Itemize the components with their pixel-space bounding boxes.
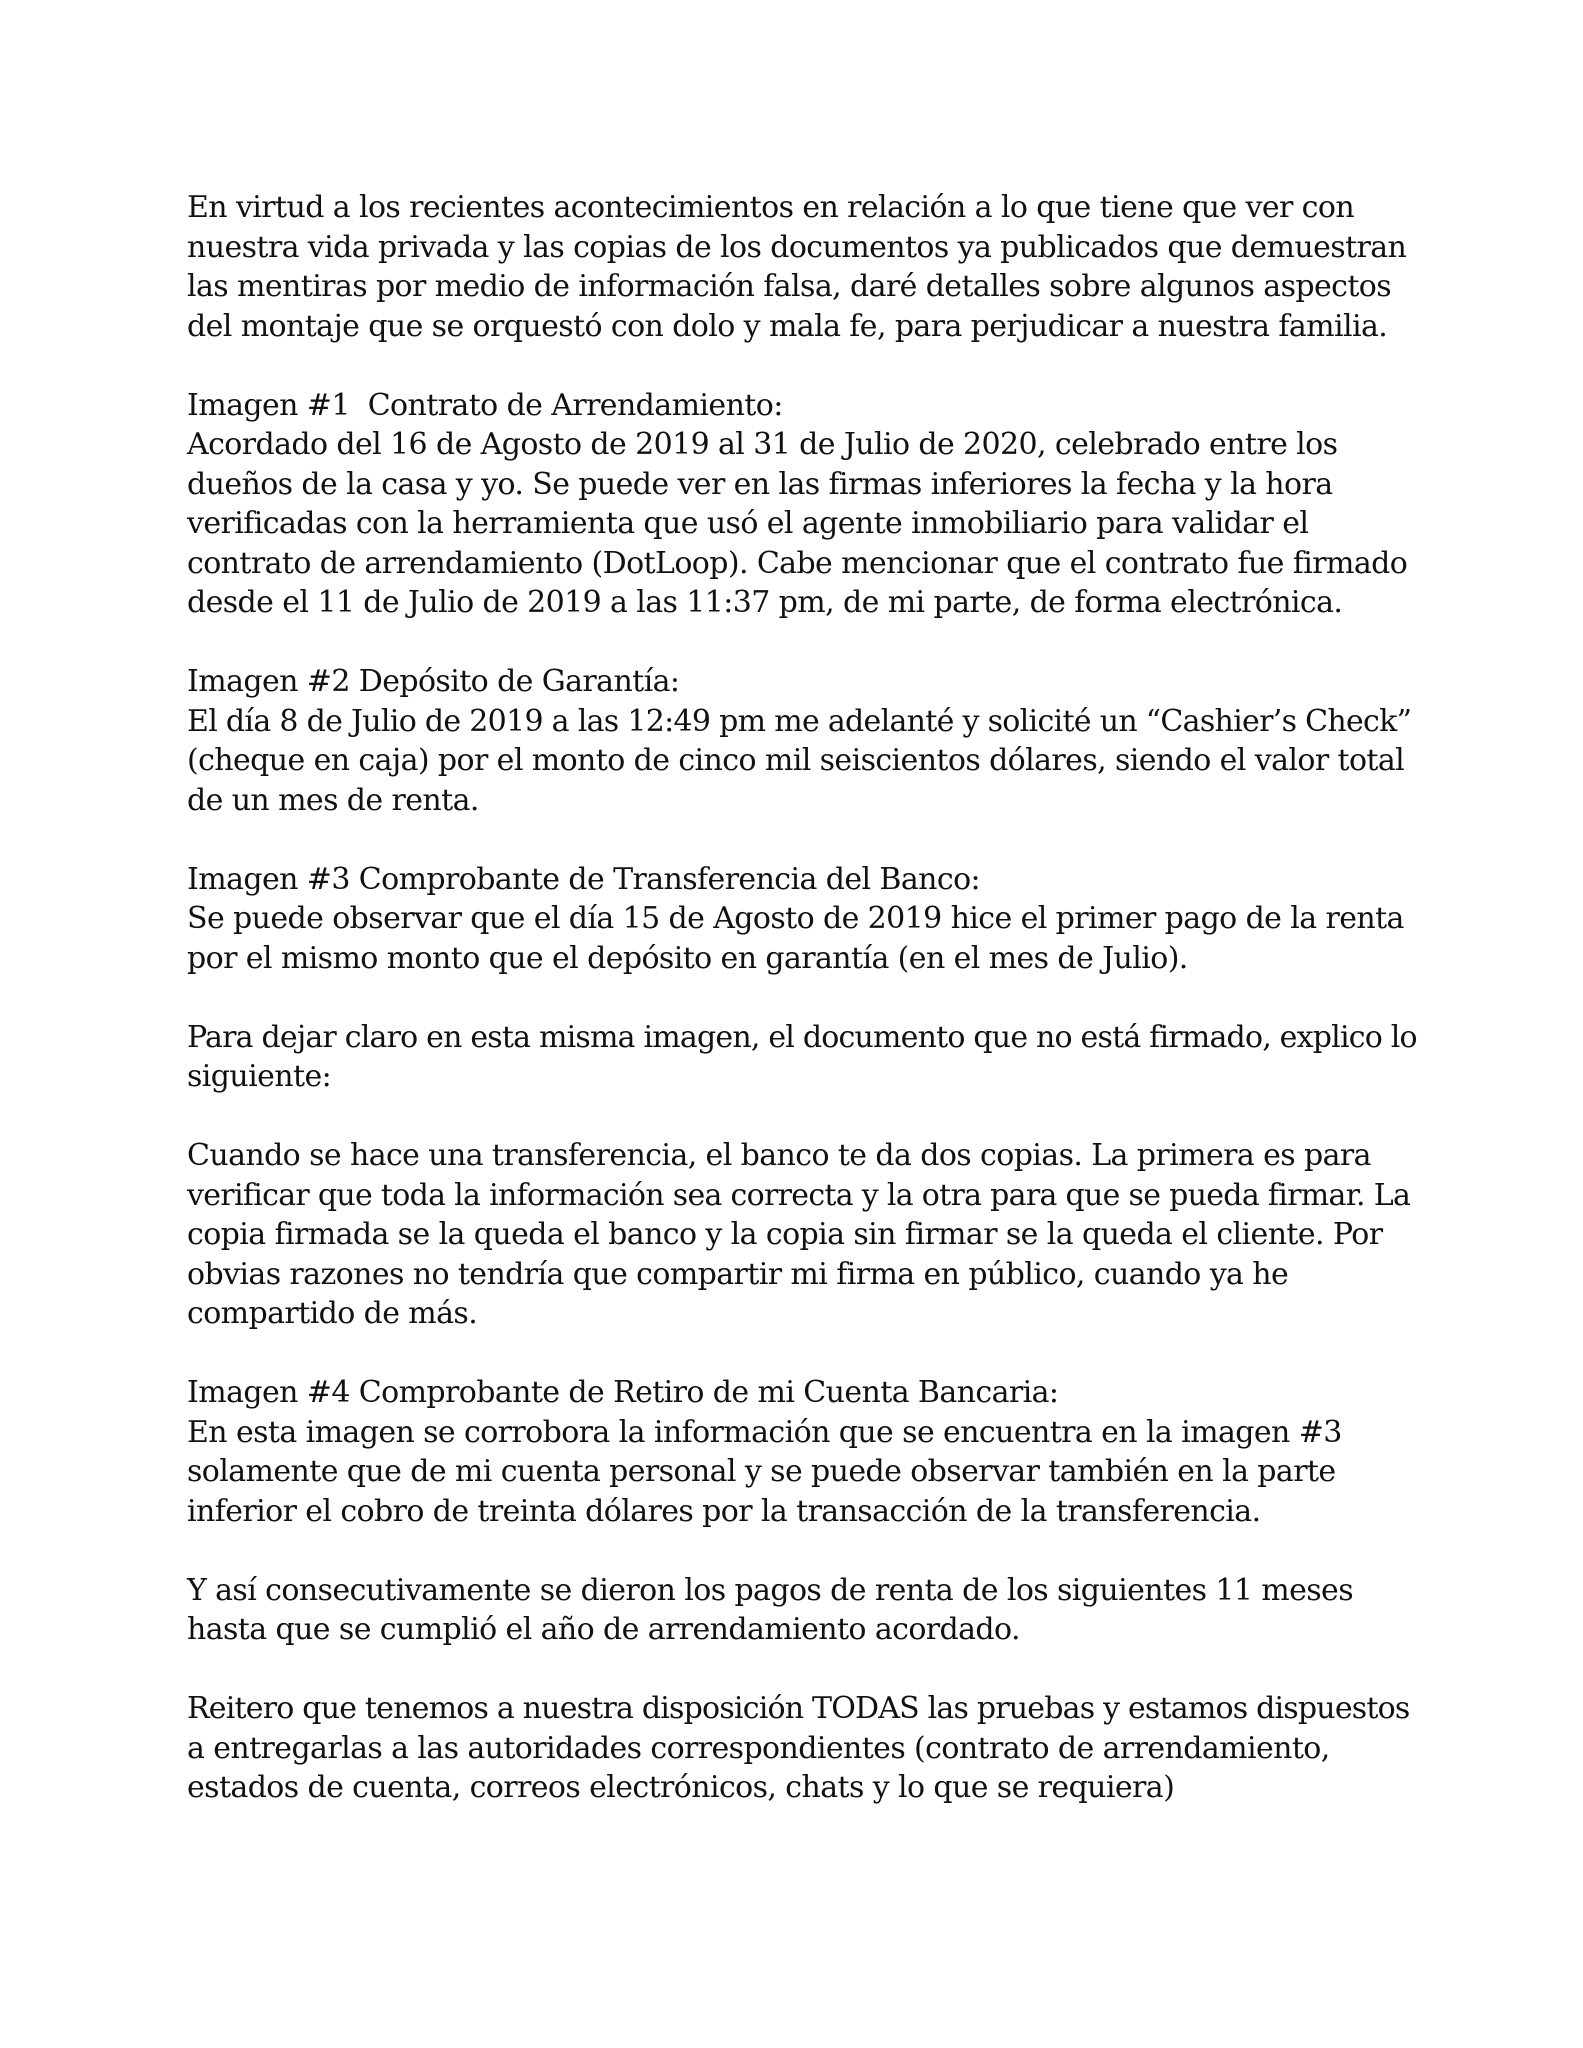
paragraph-payments-line: Y así consecutivamente se dieron los pagos de renta de los siguientes 11 meses [187, 1572, 1353, 1608]
paragraph-gap [187, 1531, 1417, 1571]
paragraph-transfer-line: copia firmada se la queda el banco y la copia sin firmar se la queda el cliente. Por [187, 1217, 1383, 1252]
heading-imagen-1: Imagen #1 Contrato de Arrendamiento: [187, 387, 783, 423]
paragraph-imagen-1-line: contrato de arrendamiento (DotLoop). Cabe mencionar que el contrato fue firmado [187, 545, 1408, 581]
paragraph-intro-line: las mentiras por medio de información falsa, daré detalles sobre algunos aspectos [187, 269, 1392, 304]
document-body [187, 188, 1417, 1808]
paragraph-gap [187, 820, 1417, 860]
paragraph-imagen-1-line: Acordado del 16 de Agosto de 2019 al 31 de Julio de 2020, celebrado entre los [187, 427, 1338, 462]
paragraph-gap [187, 346, 1417, 386]
paragraph-imagen-2-line: de un mes de renta. [187, 782, 479, 818]
paragraph-imagen-4-line: En esta imagen se corrobora la información que se encuentra en la imagen #3 [187, 1414, 1342, 1450]
paragraph-gap [187, 1334, 1417, 1374]
paragraph-transfer-line: Cuando se hace una transferencia, el banco te da dos copias. La primera es para [187, 1138, 1371, 1173]
paragraph-gap [187, 1650, 1417, 1690]
paragraph-transfer-line: verificar que toda la información sea correcta y la otra para que se pueda firmar. La [187, 1177, 1411, 1213]
paragraph-intro-line: En virtud a los recientes acontecimientos en relación a lo que tiene que ver con [187, 190, 1355, 225]
paragraph-clarification-line: Para dejar claro en esta misma imagen, el documento que no está firmado, explico lo [187, 1019, 1417, 1055]
paragraph-imagen-2-line: (cheque en caja) por el monto de cinco mil seiscientos dólares, siendo el valor total [187, 743, 1405, 778]
paragraph-imagen-3-line: por el mismo monto que el depósito en garantía (en el mes de Julio). [187, 940, 1188, 976]
paragraph-imagen-1-line: dueños de la casa y yo. Se puede ver en las firmas inferiores la fecha y la hora [187, 466, 1333, 502]
paragraph-gap [187, 1097, 1417, 1137]
paragraph-clarification-line: siguiente: [187, 1059, 332, 1094]
heading-imagen-2: Imagen #2 Depósito de Garantía: [187, 664, 680, 699]
paragraph-transfer-line: compartido de más. [187, 1296, 478, 1331]
paragraph-transfer-line: obvias razones no tendría que compartir mi firma en público, cuando ya he [187, 1256, 1289, 1292]
heading-imagen-4: Imagen #4 Comprobante de Retiro de mi Cuenta Bancaria: [187, 1375, 1059, 1410]
paragraph-imagen-3-line: Se puede observar que el día 15 de Agosto de 2019 hice el primer pago de la renta [187, 901, 1404, 936]
paragraph-intro-line: del montaje que se orquestó con dolo y mala fe, para perjudicar a nuestra familia. [187, 308, 1388, 344]
paragraph-imagen-1-line: verificadas con la herramienta que usó el agente inmobiliario para validar el [187, 506, 1309, 541]
paragraph-closing-line: Reitero que tenemos a nuestra disposición TODAS las pruebas y estamos dispuestos [187, 1691, 1410, 1726]
paragraph-imagen-4-line: inferior el cobro de treinta dólares por la transacción de la transferencia. [187, 1493, 1261, 1529]
heading-imagen-3: Imagen #3 Comprobante de Transferencia del Banco: [187, 861, 981, 897]
paragraph-gap [187, 978, 1417, 1018]
paragraph-gap [187, 623, 1417, 663]
paragraph-closing-line: estados de cuenta, correos electrónicos, chats y lo que se requiera) [187, 1770, 1175, 1805]
paragraph-imagen-4-line: solamente que de mi cuenta personal y se puede observar también en la parte [187, 1454, 1336, 1489]
paragraph-imagen-1-line: desde el 11 de Julio de 2019 a las 11:37 pm, de mi parte, de forma electrónica. [187, 585, 1343, 620]
paragraph-imagen-2-line: El día 8 de Julio de 2019 a las 12:49 pm me adelanté y solicité un “Cashier’s Check” [187, 703, 1412, 739]
paragraph-payments-line: hasta que se cumplió el año de arrendamiento acordado. [187, 1612, 1020, 1647]
paragraph-intro-line: nuestra vida privada y las copias de los documentos ya publicados que demuestran [187, 229, 1407, 265]
paragraph-closing-line: a entregarlas a las autoridades correspondientes (contrato de arrendamiento, [187, 1730, 1330, 1766]
